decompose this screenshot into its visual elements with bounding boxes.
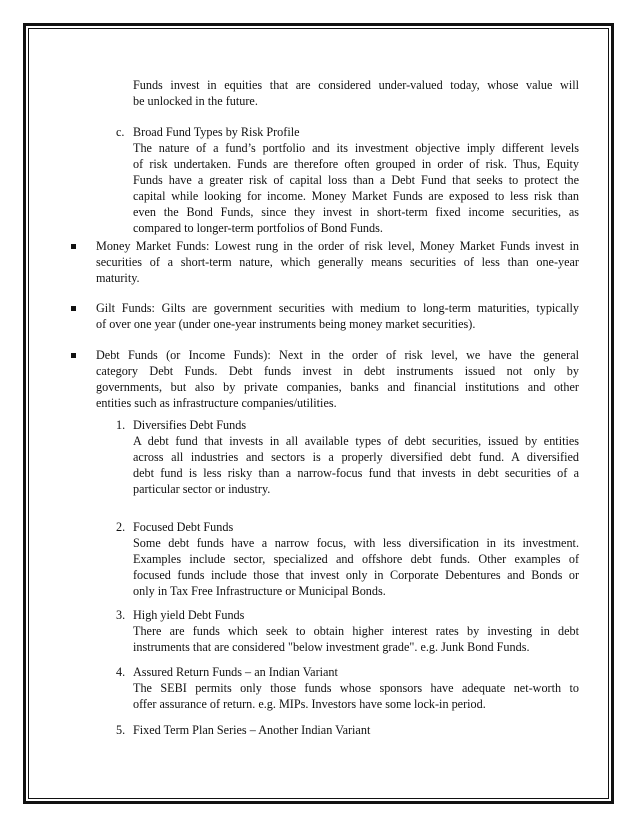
numbered-item <box>133 664 579 712</box>
text-line: be unlocked in the future. <box>133 94 258 108</box>
text-line: only in Tax Free Infrastructure or Municipal Bonds. <box>133 584 386 598</box>
item-number: 3. <box>116 608 126 622</box>
text-line: across all industries and sectors is a properly diversified debt fund. A diversified <box>133 450 579 464</box>
numbered-item <box>133 519 579 599</box>
numbered-item <box>133 607 579 655</box>
item-title: High yield Debt Funds <box>133 608 245 622</box>
bullet-item <box>96 238 579 286</box>
text-line: Gilt Funds: Gilts are government securities with medium to long-term maturities, typically <box>96 301 579 315</box>
text-line: focused funds include those that invest only in Corporate Debentures and Bonds or <box>133 568 579 582</box>
text-line: of risk undertaken. Funds are therefore often grouped in order of risk. Thus, Equity <box>133 157 579 171</box>
text-line: Debt Funds (or Income Funds): Next in the order of risk level, we have the general <box>96 348 579 362</box>
text-line: A debt fund that invests in all available types of debt securities, issued by entities <box>133 434 579 448</box>
text-line: Funds invest in equities that are considered under-valued today, whose value will <box>133 78 579 92</box>
numbered-item <box>133 722 579 738</box>
item-title: Assured Return Funds – an Indian Variant <box>133 665 338 679</box>
item-number: 1. <box>116 418 126 432</box>
text-line: debt fund is less risky than a narrow-focus fund that invests in debt securities of a <box>133 466 579 480</box>
bullet-marker <box>71 353 76 358</box>
section-letter: c. <box>116 125 125 139</box>
text-line: category Debt Funds. Debt funds invest in debt instruments issued not only by <box>96 364 579 378</box>
text-line: The nature of a fund’s portfolio and its investment objective imply different levels <box>133 141 579 155</box>
text-line: Some debt funds have a narrow focus, with less diversification in its investment. <box>133 536 579 550</box>
text-line: capital while looking for income. Money Market Funds are exposed to less risk than <box>133 189 579 203</box>
text-line: There are funds which seek to obtain higher interest rates by investing in debt <box>133 624 579 638</box>
bullet-marker <box>71 306 76 311</box>
text-line: governments, but also by private companies, banks and financial institutions and other <box>96 380 579 394</box>
section-title: Broad Fund Types by Risk Profile <box>133 125 300 139</box>
text-line: compared to longer-term portfolios of Bond Funds. <box>133 221 383 235</box>
text-line: Examples include sector, specialized and offshore debt funds. Other examples of <box>133 552 579 566</box>
item-number: 2. <box>116 520 126 534</box>
text-line: instruments that are considered "below investment grade". e.g. Junk Bond Funds. <box>133 640 530 654</box>
bullet-item <box>96 300 579 332</box>
item-number: 5. <box>116 723 126 737</box>
item-number: 4. <box>116 665 126 679</box>
bullet-marker <box>71 244 76 249</box>
section-c <box>133 124 579 236</box>
item-title: Focused Debt Funds <box>133 520 234 534</box>
item-title: Fixed Term Plan Series – Another Indian Variant <box>133 723 371 737</box>
numbered-item <box>133 417 579 497</box>
text-line: even the Bond Funds, since they invest in short-term fixed income securities, as <box>133 205 579 219</box>
text-line: Funds have a greater risk of capital loss than a Debt Fund that seeks to protect the <box>133 173 579 187</box>
text-line: particular sector or industry. <box>133 482 271 496</box>
text-line: of over one year (under one-year instruments being money market securities). <box>96 317 476 331</box>
text-line: entities such as infrastructure companies/utilities. <box>96 396 337 410</box>
text-line: The SEBI permits only those funds whose sponsors have adequate net-worth to <box>133 681 579 695</box>
text-line: securities of a short-term nature, which generally means securities of less than one-year <box>96 255 579 269</box>
item-title: Diversifies Debt Funds <box>133 418 247 432</box>
text-line: maturity. <box>96 271 140 285</box>
bullet-item <box>96 347 579 411</box>
text-line: Money Market Funds: Lowest rung in the order of risk level, Money Market Funds invest in <box>96 239 579 253</box>
intro-paragraph <box>133 77 579 109</box>
text-line: offer assurance of return. e.g. MIPs. Investors have some lock-in period. <box>133 697 486 711</box>
